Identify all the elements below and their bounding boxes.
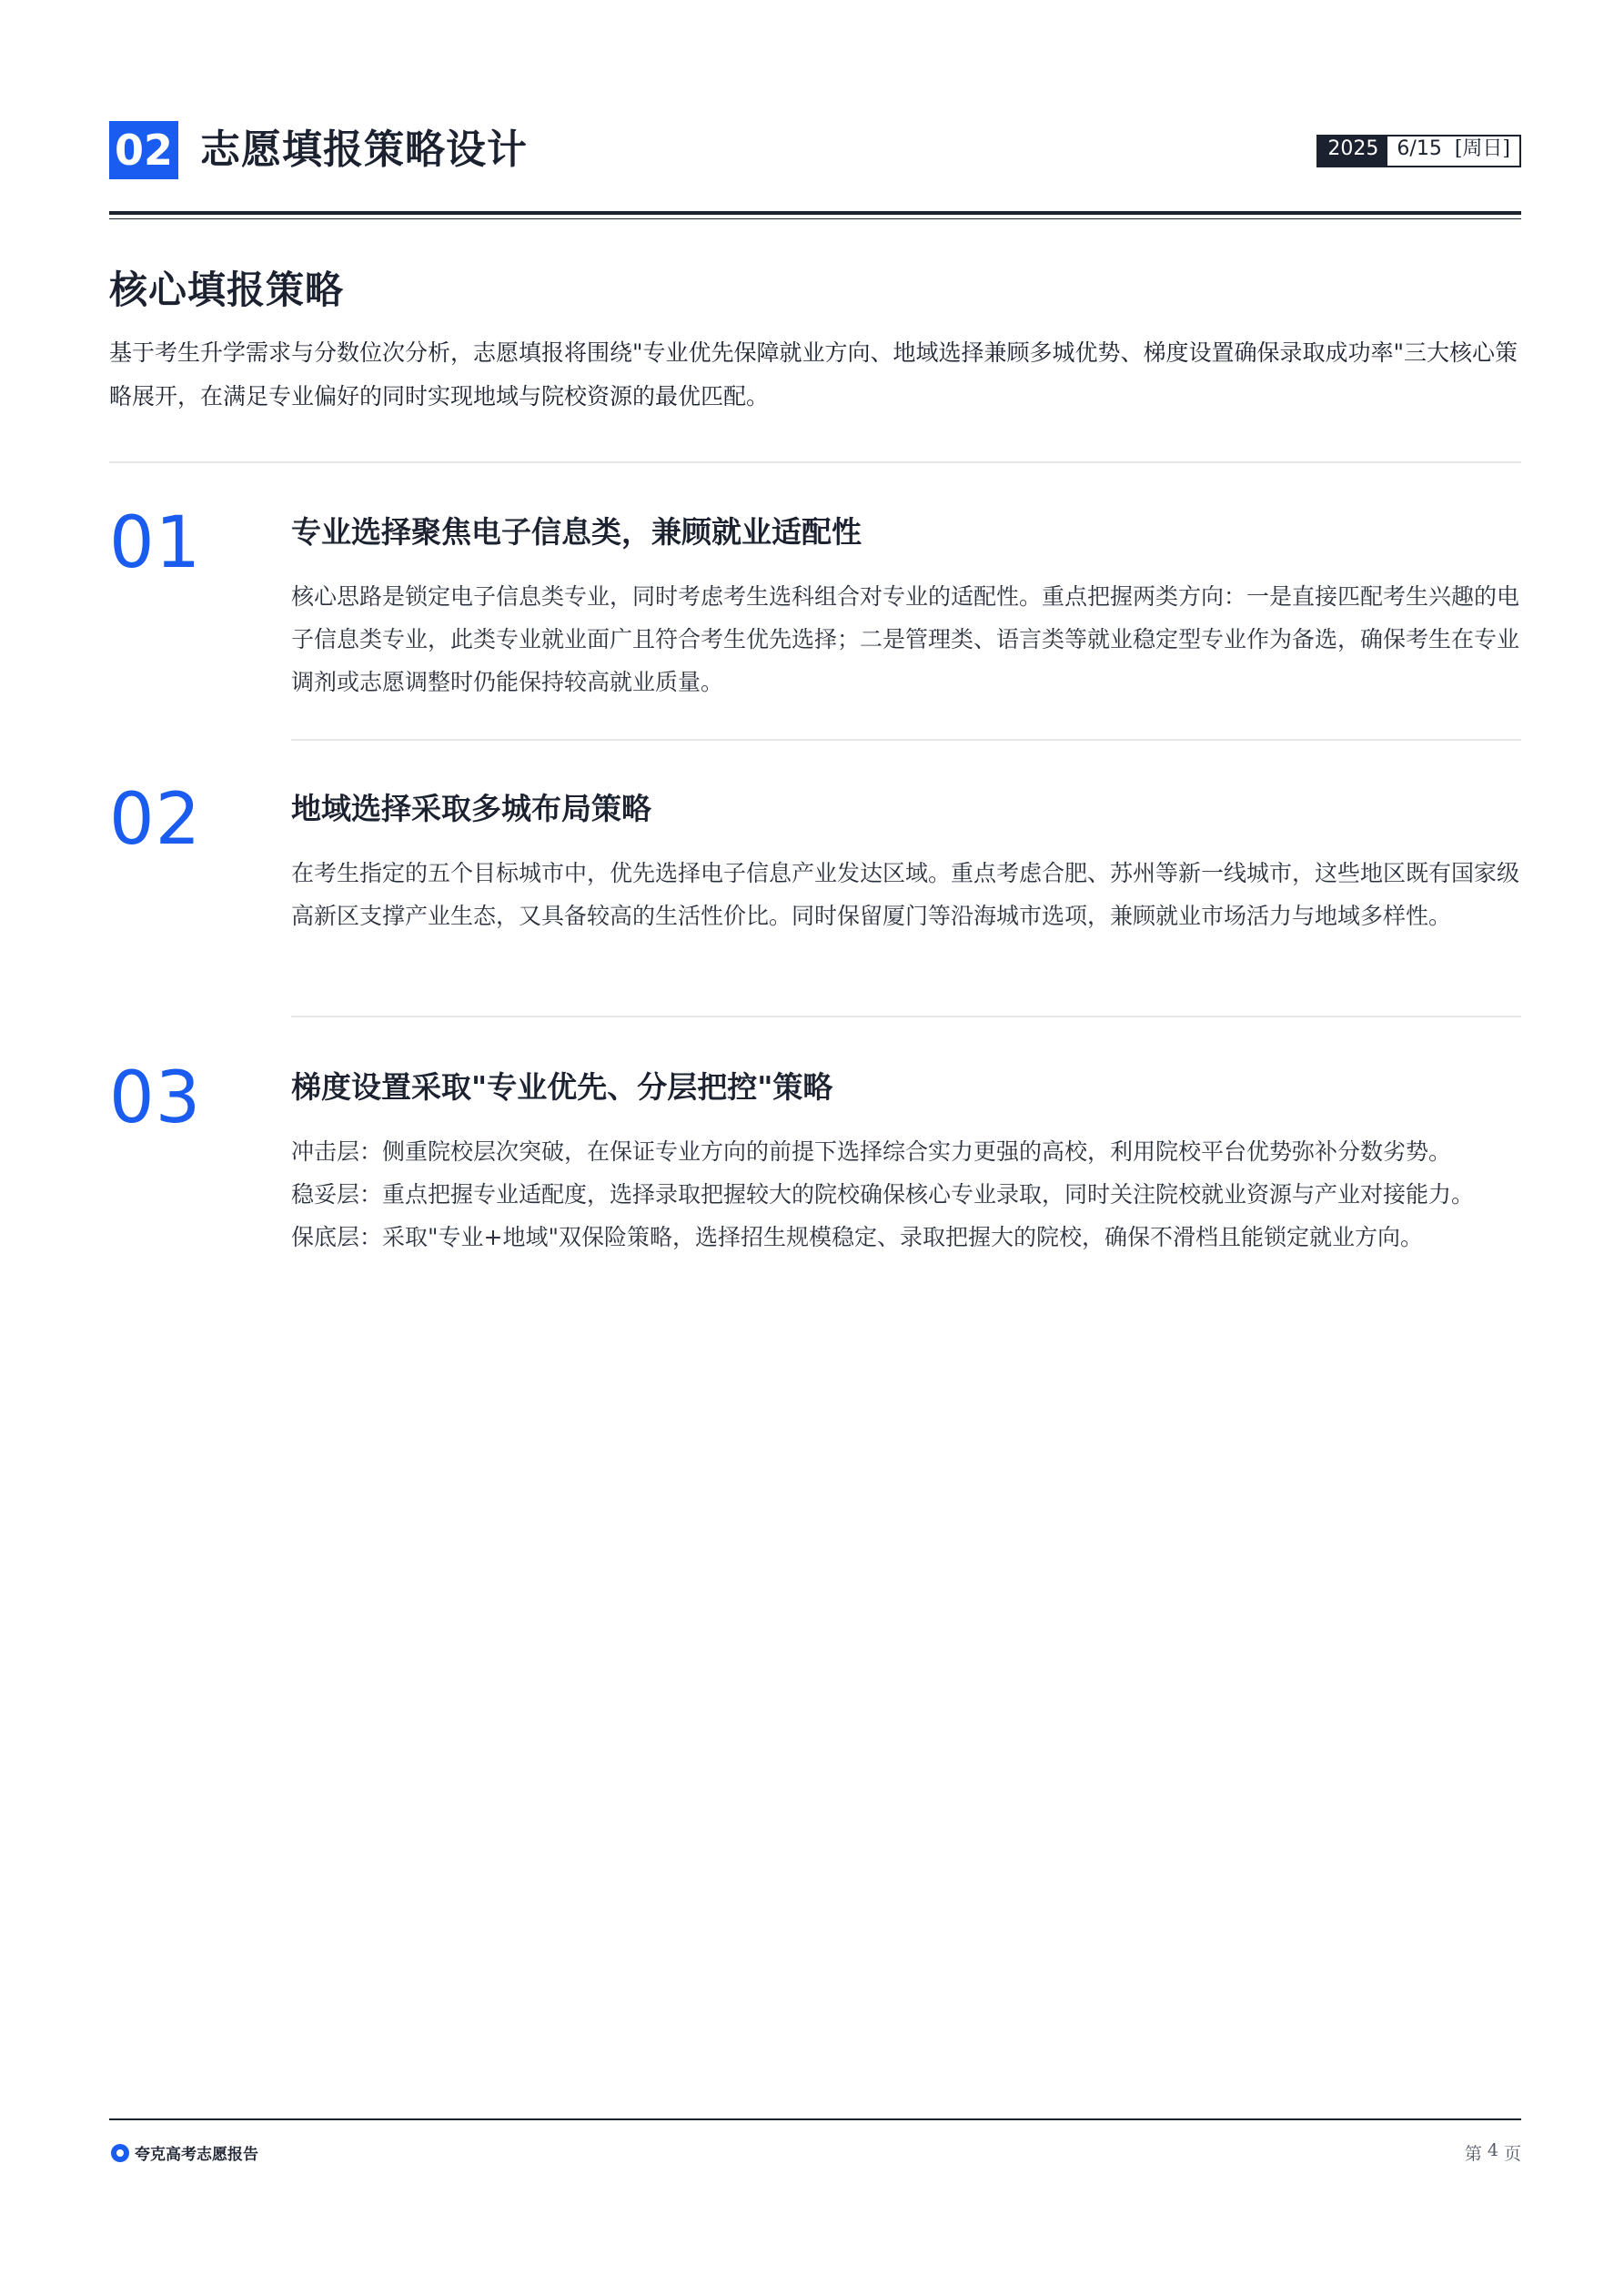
footer-rule — [109, 2118, 1521, 2120]
strategy-paragraph: 冲击层：侧重院校层次突破，在保证专业方向的前提下选择综合实力更强的高校，利用院校平台优势弥补分数劣势。 — [291, 1138, 1452, 1165]
strategy-number: 03 — [109, 1057, 202, 1139]
date-month-day: 6/15 — [1397, 137, 1442, 160]
footer-brand — [111, 2141, 258, 2164]
strategy-number: 02 — [109, 779, 202, 861]
strategy-title: 地域选择采取多城布局策略 — [291, 791, 651, 826]
header-rule-thick — [109, 211, 1521, 215]
strategy-paragraph: 在考生指定的五个目标城市中，优先选择电子信息产业发达区域。重点考虑合肥、苏州等新一线城市，这些地区既有国家级高新区支撑产业生态，又具备较高的生活性价比。同时保留厦门等沿海城市选项，兼顾就业市场活力与地域多样性。 — [291, 860, 1520, 929]
page-prefix: 第 — [1464, 2144, 1482, 2164]
page-number: 4 — [1487, 2140, 1498, 2160]
page-indicator — [1465, 2140, 1521, 2165]
strategy-body — [291, 779, 1521, 937]
section-number-badge: 02 — [109, 121, 178, 179]
section-title: 志愿填报策略设计 — [200, 126, 528, 173]
strategy-title: 梯度设置采取"专业优先、分层把控"策略 — [291, 1069, 833, 1105]
strategy-paragraph: 保底层：采取"专业+地域"双保险策略，选择招生规模稳定、录取把握大的院校，确保不滑档且能锁定就业方向。 — [291, 1224, 1423, 1250]
strategy-paragraph: 稳妥层：重点把握专业适配度，选择录取把握较大的院校确保核心专业录取，同时关注院校就业资源与产业对接能力。 — [291, 1181, 1475, 1208]
strategy-title: 专业选择聚焦电子信息类，兼顾就业适配性 — [291, 514, 862, 550]
intro-divider — [109, 461, 1521, 463]
strategy-number: 01 — [109, 502, 202, 584]
header-rule-thin — [109, 218, 1521, 219]
brand-name: 夸克高考志愿报告 — [135, 2146, 258, 2164]
strategy-divider — [291, 739, 1521, 741]
page-suffix: 页 — [1503, 2144, 1521, 2164]
strategy-divider — [291, 1016, 1521, 1017]
page-header — [109, 118, 1521, 182]
strategy-body — [291, 502, 1521, 703]
date-stamp — [1316, 135, 1521, 167]
strategy-body — [291, 1057, 1521, 1259]
intro-title: 核心填报策略 — [109, 268, 345, 312]
date-year: 2025 — [1318, 136, 1387, 166]
brand-logo-icon — [111, 2144, 129, 2162]
date-weekday: [周日] — [1454, 137, 1510, 160]
intro-text: 基于考生升学需求与分数位次分析，志愿填报将围绕"专业优先保障就业方向、地域选择兼顾多城优势、梯度设置确保录取成功率"三大核心策略展开，在满足专业偏好的同时实现地域与院校资源的最优匹配。 — [109, 339, 1518, 409]
strategy-paragraph: 核心思路是锁定电子信息类专业，同时考虑考生选科组合对专业的适配性。重点把握两类方向：一是直接匹配考生兴趣的电子信息类专业，此类专业就业面广且符合考生优先选择；二是管理类、语言类等就业稳定型专业作为备选，确保考生在专业调剂或志愿调整时仍能保持较高就业质量。 — [291, 583, 1520, 695]
